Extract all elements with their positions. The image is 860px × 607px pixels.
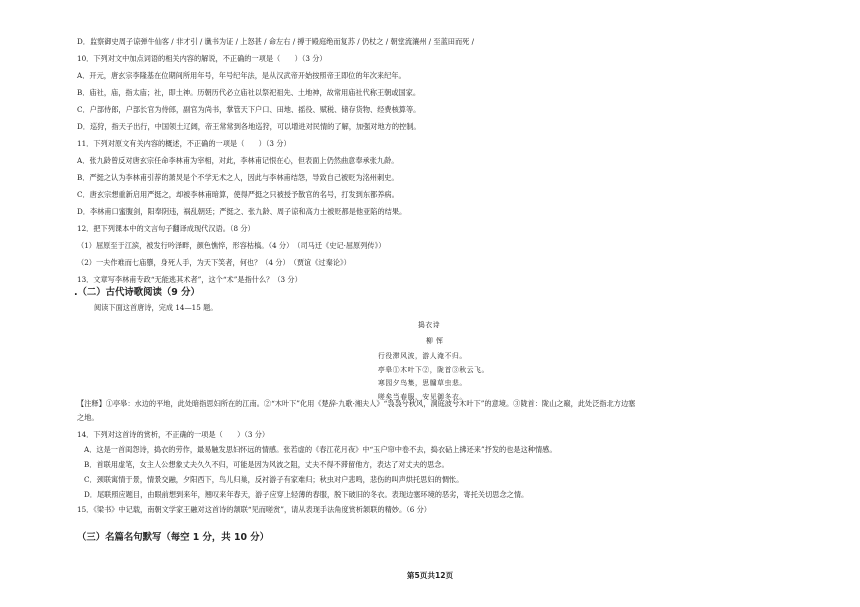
question-14: 14．下列对这首诗的赏析，不正确的一项是（ ）（3 分） [77, 430, 270, 439]
q14-option-d: D．尾联照应题目，由眼前想到来年，翘叹来年春天，游子应穿上轻薄的春服，脱下破旧的冬衣。表现边塞环境的恶劣，寄托关切思念之情。 [84, 490, 529, 499]
poem-line: 亭皋①木叶下②，陇首③秋云飞。 [378, 366, 489, 374]
annotation-note: 【注释】①亭皋：水边的平地，此处暗指思妇所在的江南。②“木叶下”化用《楚辞·九歌·湘夫人》“袅袅兮秋风，洞庭波兮木叶下”的意境。③陇首：陇山之巅，此处泛指北方边塞 [77, 399, 636, 408]
poem-line: 嗟矣当春服，安见御冬衣。 [378, 393, 467, 401]
annotation-note-cont: 之地。 [77, 413, 99, 422]
q11-option-b: B．严挺之认为李林甫引荐的萧炅是个不学无术之人，因此与李林甫结怨，导致自己被贬为洺州刺史。 [77, 173, 399, 182]
q10-option-b: B．庙社，庙，指太庙；社，即土神。历朝历代必立庙社以祭祀祖先、土地神，故常用庙社代称王朝或国家。 [77, 88, 421, 97]
option-d-line: D．监察御史周子谅弹牛仙客 / 非才引 / 谶书为证 / 上怒甚 / 命左右 / 搏于殿庭绝而复苏 / 仍杖之 / 朝堂流瀼州 / 至蓝田而死 / [77, 37, 475, 46]
q14-option-b: B．首联用虚笔，女主人公想象丈夫久久不归，可能是因为风波之阻，丈夫不得不滞留他方，表达了对丈夫的思念。 [84, 460, 449, 469]
q11-option-d: D．李林甫口蜜腹剑，阳奉阴违，祸乱朝廷；严挺之、张九龄、周子谅和高力士被贬都是他亚陷的结果。 [77, 207, 407, 216]
section-intro: 阅读下面这首唐诗，完成 14—15 题。 [94, 303, 218, 312]
question-13: 13．文章写李林甫专政“无能逃其术者”，这个“术”是指什么？（3 分） [77, 275, 302, 284]
page-number: 第5页共12页 [406, 571, 454, 580]
q11-option-a: A．张九龄曾反对唐玄宗任命李林甫为宰相，对此，李林甫记恨在心，但表面上仍然曲意奉承张九龄。 [77, 156, 399, 165]
q14-option-c: C．颈联寓情于景，情景交融，夕阳西下，鸟儿归巢，反衬游子有家难归；秋虫对户悲鸣，悲伤的叫声烘托思妇的惆怅。 [84, 475, 464, 484]
q11-option-c: C．唐玄宗想重新启用严挺之，却被李林甫暗算，使得严挺之只被授予散官的名号，打发到东都养病。 [77, 190, 399, 199]
section-title-dictation: （三）名篇名句默写（每空 1 分，共 10 分） [77, 532, 270, 543]
question-11: 11．下列对原文有关内容的概述，不正确的一项是（ ）（3 分） [77, 139, 291, 148]
poem-line: 寒园夕鸟集，思牖草虫悲。 [378, 379, 467, 387]
q10-option-a: A．开元，唐玄宗李隆基在位期间所用年号，年号纪年法，是从汉武帝开始按照帝王即位的年次来纪年。 [77, 71, 406, 80]
question-10: 10．下列对文中加点词语的相关内容的解说，不正确的一项是（ ）（3 分） [77, 54, 327, 63]
q12-item-1: （1）屈原至于江滨，被发行吟泽畔，颜色憔悴，形容枯槁。（4 分） （司马迁《史记·屈原列传》） [77, 241, 386, 250]
poem-title: 捣衣诗 [418, 321, 441, 329]
q14-option-a: A．这是一首闺怨诗，捣衣的劳作，最易触发思妇怀远的情感。张若虚的《春江花月夜》中“玉户帘中卷不去，捣衣砧上拂还来”抒发的也是这种情感。 [84, 445, 557, 454]
q12-item-2: （2）一夫作难而七庙隳，身死人手，为天下笑者，何也？（4 分） （贾谊《过秦论》） [77, 258, 351, 267]
question-12: 12．把下列课本中的文言句子翻译成现代汉语。（8 分） [77, 224, 255, 233]
poem-line: 行役滞风波，游人淹不归。 [378, 352, 467, 360]
q10-option-c: C．户部侍郎，户部长官为侍郎，副官为尚书，掌管天下户口、田地、摇役、赋税、储存货物、经费核算等。 [77, 105, 421, 114]
question-15: 15．《梁书》中记载，南朝文学家王融对这首诗的颔联“见而嗟赏”，请从表现手法角度赏析颔联的精妙。（6 分） [77, 505, 431, 514]
section-title-poetry: .（二）古代诗歌阅读（9 分） [74, 287, 200, 298]
q10-option-d: D．巡狩，指天子出行，中国领土辽阔，帝王常常到各地巡狩，可以增进对民情的了解，加强对地方的控制。 [77, 122, 421, 131]
poem-author: 柳 恽 [426, 337, 444, 345]
